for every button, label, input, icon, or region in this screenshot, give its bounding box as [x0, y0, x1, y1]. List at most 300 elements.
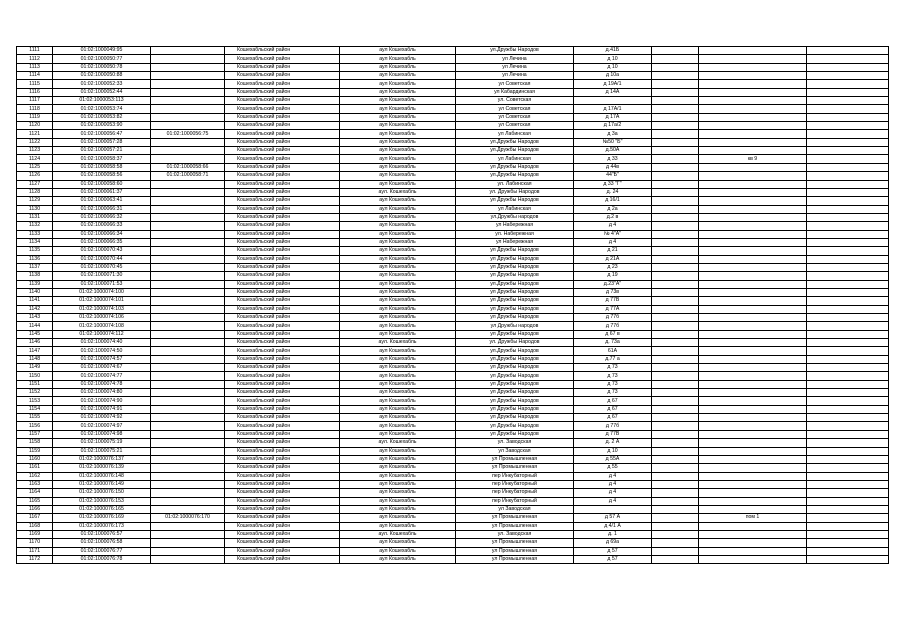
table-row [17, 272, 889, 280]
register-sheet [16, 46, 889, 564]
district-cell: Кошехабльский район [225, 339, 340, 347]
house-cell [574, 97, 652, 105]
street-cell: ул Заводская [456, 505, 574, 513]
linked-cadastral-number-cell [151, 263, 225, 271]
note-cell [807, 105, 889, 113]
building-cell [652, 238, 699, 246]
note-cell [807, 430, 889, 438]
settlement-cell: аул Кошехабль [340, 138, 456, 146]
linked-cadastral-number-cell [151, 238, 225, 246]
building-cell [652, 380, 699, 388]
settlement-cell: аул Кошехабль [340, 522, 456, 530]
cadastral-number-cell: 01:02:1000074:97 [53, 422, 151, 430]
house-cell: д 10 [574, 63, 652, 71]
district-cell: Кошехабльский район [225, 364, 340, 372]
table-row [17, 88, 889, 96]
table-row [17, 355, 889, 363]
house-cell: д.41Б [574, 47, 652, 55]
house-cell: д 21А [574, 255, 652, 263]
note-cell [807, 47, 889, 55]
street-cell: ул Набережная [456, 238, 574, 246]
building-cell [652, 197, 699, 205]
note-cell [807, 180, 889, 188]
district-cell: Кошехабльский район [225, 247, 340, 255]
table-row [17, 522, 889, 530]
apartment-cell [699, 288, 807, 296]
building-cell [652, 105, 699, 113]
district-cell: Кошехабльский район [225, 514, 340, 522]
apartment-cell [699, 322, 807, 330]
building-cell [652, 213, 699, 221]
cadastral-number-cell: 01:02:1000076:58 [53, 539, 151, 547]
linked-cadastral-number-cell [151, 247, 225, 255]
note-cell [807, 80, 889, 88]
row-number-cell: 1126 [17, 172, 53, 180]
apartment-cell [699, 238, 807, 246]
settlement-cell: аул Кошехабль [340, 380, 456, 388]
note-cell [807, 172, 889, 180]
house-cell: д 17А/1 [574, 105, 652, 113]
house-cell: № 4"А" [574, 230, 652, 238]
table-row [17, 472, 889, 480]
apartment-cell [699, 72, 807, 80]
linked-cadastral-number-cell [151, 113, 225, 121]
linked-cadastral-number-cell [151, 55, 225, 63]
linked-cadastral-number-cell [151, 372, 225, 380]
linked-cadastral-number-cell [151, 539, 225, 547]
building-cell [652, 439, 699, 447]
row-number-cell: 1116 [17, 88, 53, 96]
district-cell: Кошехабльский район [225, 130, 340, 138]
street-cell: ул Лабинская [456, 205, 574, 213]
linked-cadastral-number-cell [151, 405, 225, 413]
settlement-cell: аул Кошехабль [340, 180, 456, 188]
street-cell: ул Дружбы Народов [456, 163, 574, 171]
street-cell: ул. Заводская [456, 439, 574, 447]
apartment-cell [699, 172, 807, 180]
district-cell: Кошехабльский район [225, 47, 340, 55]
table-row [17, 389, 889, 397]
apartment-cell [699, 97, 807, 105]
cadastral-number-cell: 01:02:1000058:58 [53, 163, 151, 171]
row-number-cell: 1170 [17, 539, 53, 547]
district-cell: Кошехабльский район [225, 188, 340, 196]
house-cell: д 16/1 [574, 197, 652, 205]
linked-cadastral-number-cell [151, 522, 225, 530]
house-cell: д 10 [574, 447, 652, 455]
district-cell: Кошехабльский район [225, 288, 340, 296]
house-cell: д 57 [574, 555, 652, 563]
street-cell: ул Дружбы Народов [456, 330, 574, 338]
apartment-cell [699, 355, 807, 363]
district-cell: Кошехабльский район [225, 397, 340, 405]
building-cell [652, 480, 699, 488]
settlement-cell: аул Кошехабль [340, 72, 456, 80]
linked-cadastral-number-cell [151, 439, 225, 447]
linked-cadastral-number-cell [151, 480, 225, 488]
note-cell [807, 497, 889, 505]
district-cell: Кошехабльский район [225, 455, 340, 463]
settlement-cell: аул Кошехабль [340, 172, 456, 180]
building-cell [652, 405, 699, 413]
settlement-cell: аул Кошехабль [340, 130, 456, 138]
apartment-cell [699, 364, 807, 372]
district-cell: Кошехабльский район [225, 272, 340, 280]
settlement-cell: аул Кошехабль [340, 555, 456, 563]
row-number-cell: 1161 [17, 464, 53, 472]
linked-cadastral-number-cell: 01:02:1000076:170 [151, 514, 225, 522]
apartment-cell [699, 263, 807, 271]
linked-cadastral-number-cell [151, 72, 225, 80]
note-cell [807, 238, 889, 246]
row-number-cell: 1166 [17, 505, 53, 513]
note-cell [807, 155, 889, 163]
row-number-cell: 1150 [17, 372, 53, 380]
note-cell [807, 314, 889, 322]
building-cell [652, 172, 699, 180]
building-cell [652, 255, 699, 263]
address-register-table [16, 46, 889, 564]
building-cell [652, 364, 699, 372]
street-cell: ул Дружбы Народов [456, 272, 574, 280]
note-cell [807, 422, 889, 430]
linked-cadastral-number-cell [151, 63, 225, 71]
apartment-cell [699, 439, 807, 447]
street-cell: ул Заводская [456, 447, 574, 455]
building-cell [652, 138, 699, 146]
street-cell: ул Промышленная [456, 514, 574, 522]
building-cell [652, 397, 699, 405]
street-cell: ул Дружбы Народов [456, 414, 574, 422]
district-cell: Кошехабльский район [225, 547, 340, 555]
district-cell: Кошехабльский район [225, 63, 340, 71]
house-cell: д 44в [574, 163, 652, 171]
cadastral-number-cell: 01:02:1000076:153 [53, 497, 151, 505]
street-cell: ул Дружбы Народов [456, 389, 574, 397]
district-cell: Кошехабльский район [225, 55, 340, 63]
house-cell: д 67 [574, 405, 652, 413]
linked-cadastral-number-cell [151, 414, 225, 422]
street-cell: ул Набережная [456, 222, 574, 230]
street-cell: ул Промышленная [456, 522, 574, 530]
table-row [17, 280, 889, 288]
cadastral-number-cell: 01:02:1000066:33 [53, 222, 151, 230]
cadastral-number-cell: 01:02:1000074:100 [53, 288, 151, 296]
apartment-cell [699, 430, 807, 438]
cadastral-number-cell: 01:02:1000066:35 [53, 238, 151, 246]
row-number-cell: 1156 [17, 422, 53, 430]
cadastral-number-cell: 01:02:1000066:31 [53, 205, 151, 213]
row-number-cell: 1136 [17, 255, 53, 263]
district-cell: Кошехабльский район [225, 205, 340, 213]
row-number-cell: 1143 [17, 314, 53, 322]
apartment-cell [699, 297, 807, 305]
table-row [17, 314, 889, 322]
table-row [17, 530, 889, 538]
table-row [17, 197, 889, 205]
row-number-cell: 1171 [17, 547, 53, 555]
cadastral-number-cell: 01:02:1000074:98 [53, 430, 151, 438]
apartment-cell [699, 372, 807, 380]
row-number-cell: 1169 [17, 530, 53, 538]
note-cell [807, 88, 889, 96]
note-cell [807, 330, 889, 338]
street-cell: ул Дружбы Народов [456, 405, 574, 413]
cadastral-number-cell: 01:02:1000076:148 [53, 472, 151, 480]
settlement-cell: аул Кошехабль [340, 397, 456, 405]
cadastral-number-cell: 01:02:1000066:34 [53, 230, 151, 238]
cadastral-number-cell: 01:02:1000074:106 [53, 314, 151, 322]
linked-cadastral-number-cell [151, 355, 225, 363]
street-cell: ул Дружбы Народов [456, 364, 574, 372]
table-row [17, 330, 889, 338]
settlement-cell: аул. Кошехабль [340, 530, 456, 538]
cadastral-number-cell: 01:02:1000074:103 [53, 305, 151, 313]
building-cell [652, 80, 699, 88]
settlement-cell: аул Кошехабль [340, 464, 456, 472]
note-cell [807, 364, 889, 372]
note-cell [807, 455, 889, 463]
apartment-cell [699, 389, 807, 397]
table-row [17, 213, 889, 221]
note-cell [807, 530, 889, 538]
house-cell: д 21 [574, 247, 652, 255]
house-cell: д 4 [574, 497, 652, 505]
row-number-cell: 1154 [17, 405, 53, 413]
note-cell [807, 489, 889, 497]
row-number-cell: 1113 [17, 63, 53, 71]
row-number-cell: 1128 [17, 188, 53, 196]
linked-cadastral-number-cell [151, 280, 225, 288]
house-cell: д 73 [574, 364, 652, 372]
house-cell: д 23 [574, 263, 652, 271]
settlement-cell: аул Кошехабль [340, 405, 456, 413]
note-cell [807, 339, 889, 347]
district-cell: Кошехабльский район [225, 430, 340, 438]
note-cell [807, 113, 889, 121]
settlement-cell: аул Кошехабль [340, 155, 456, 163]
linked-cadastral-number-cell [151, 347, 225, 355]
cadastral-number-cell: 01:02:1000076:173 [53, 522, 151, 530]
district-cell: Кошехабльский район [225, 314, 340, 322]
street-cell: ул Лабинская [456, 130, 574, 138]
note-cell [807, 297, 889, 305]
linked-cadastral-number-cell [151, 197, 225, 205]
table-row [17, 80, 889, 88]
house-cell: д 55А [574, 455, 652, 463]
house-cell: д 73 [574, 372, 652, 380]
cadastral-number-cell: 01:02:1000076:57 [53, 530, 151, 538]
apartment-cell [699, 314, 807, 322]
apartment-cell [699, 405, 807, 413]
apartment-cell [699, 138, 807, 146]
apartment-cell [699, 380, 807, 388]
house-cell: д 17А [574, 113, 652, 121]
settlement-cell: аул Кошехабль [340, 314, 456, 322]
linked-cadastral-number-cell [151, 547, 225, 555]
settlement-cell: аул Кошехабль [340, 80, 456, 88]
building-cell [652, 514, 699, 522]
street-cell: ул.Дружбы Народов [456, 147, 574, 155]
table-row [17, 288, 889, 296]
house-cell [574, 505, 652, 513]
building-cell [652, 539, 699, 547]
linked-cadastral-number-cell [151, 397, 225, 405]
street-cell: ул.Дружбы Народов [456, 347, 574, 355]
apartment-cell [699, 447, 807, 455]
table-row [17, 464, 889, 472]
row-number-cell: 1149 [17, 364, 53, 372]
row-number-cell: 1158 [17, 439, 53, 447]
district-cell: Кошехабльский район [225, 97, 340, 105]
settlement-cell: аул Кошехабль [340, 497, 456, 505]
table-row [17, 163, 889, 171]
house-cell: д 55 [574, 464, 652, 472]
settlement-cell: аул Кошехабль [340, 63, 456, 71]
row-number-cell: 1148 [17, 355, 53, 363]
linked-cadastral-number-cell [151, 205, 225, 213]
table-row [17, 113, 889, 121]
cadastral-number-cell: 01:02:1000070:43 [53, 247, 151, 255]
building-cell [652, 522, 699, 530]
cadastral-number-cell: 01:02:1000058:37 [53, 155, 151, 163]
settlement-cell: аул Кошехабль [340, 113, 456, 121]
district-cell: Кошехабльский район [225, 555, 340, 563]
row-number-cell: 1160 [17, 455, 53, 463]
note-cell [807, 397, 889, 405]
apartment-cell [699, 55, 807, 63]
table-row [17, 305, 889, 313]
district-cell: Кошехабльский район [225, 347, 340, 355]
apartment-cell [699, 230, 807, 238]
row-number-cell: 1165 [17, 497, 53, 505]
district-cell: Кошехабльский район [225, 222, 340, 230]
linked-cadastral-number-cell [151, 330, 225, 338]
house-cell: д 77б [574, 314, 652, 322]
note-cell [807, 447, 889, 455]
street-cell: ул.Дружбы Народов [456, 280, 574, 288]
cadastral-number-cell: 01:02:1000050:78 [53, 63, 151, 71]
apartment-cell [699, 130, 807, 138]
linked-cadastral-number-cell [151, 380, 225, 388]
district-cell: Кошехабльский район [225, 113, 340, 121]
street-cell: ул Дружбы Народов [456, 372, 574, 380]
row-number-cell: 1155 [17, 414, 53, 422]
note-cell [807, 122, 889, 130]
building-cell [652, 63, 699, 71]
table-row [17, 172, 889, 180]
house-cell: №50 "Б" [574, 138, 652, 146]
district-cell: Кошехабльский район [225, 88, 340, 96]
cadastral-number-cell: 01:02:1000074:108 [53, 322, 151, 330]
street-cell: ул Лечина [456, 55, 574, 63]
note-cell [807, 205, 889, 213]
street-cell: пер Инкубаторный [456, 480, 574, 488]
cadastral-number-cell: 01:02:1000074:91 [53, 405, 151, 413]
table-row [17, 372, 889, 380]
settlement-cell: аул Кошехабль [340, 222, 456, 230]
row-number-cell: 1159 [17, 447, 53, 455]
district-cell: Кошехабльский район [225, 297, 340, 305]
settlement-cell: аул Кошехабль [340, 422, 456, 430]
building-cell [652, 414, 699, 422]
apartment-cell [699, 397, 807, 405]
table-row [17, 405, 889, 413]
street-cell: ул Лечина [456, 63, 574, 71]
table-row [17, 414, 889, 422]
house-cell: д. 1 [574, 530, 652, 538]
row-number-cell: 1146 [17, 339, 53, 347]
note-cell [807, 197, 889, 205]
table-row [17, 397, 889, 405]
building-cell [652, 88, 699, 96]
cadastral-number-cell: 01:02:1000057:21 [53, 147, 151, 155]
house-cell: д 77А [574, 305, 652, 313]
settlement-cell: аул Кошехабль [340, 263, 456, 271]
district-cell: Кошехабльский район [225, 322, 340, 330]
settlement-cell: аул Кошехабль [340, 330, 456, 338]
linked-cadastral-number-cell [151, 530, 225, 538]
building-cell [652, 247, 699, 255]
street-cell: ул. Дружбы Народов [456, 339, 574, 347]
apartment-cell: кв 9 [699, 155, 807, 163]
building-cell [652, 305, 699, 313]
table-row [17, 297, 889, 305]
note-cell [807, 464, 889, 472]
linked-cadastral-number-cell [151, 122, 225, 130]
note-cell [807, 97, 889, 105]
settlement-cell: аул Кошехабль [340, 147, 456, 155]
cadastral-number-cell: 01:02:1000061:37 [53, 188, 151, 196]
cadastral-number-cell: 01:02:1000058:56 [53, 172, 151, 180]
building-cell [652, 447, 699, 455]
settlement-cell: аул Кошехабль [340, 255, 456, 263]
note-cell [807, 72, 889, 80]
district-cell: Кошехабльский район [225, 105, 340, 113]
linked-cadastral-number-cell [151, 497, 225, 505]
building-cell [652, 339, 699, 347]
apartment-cell [699, 222, 807, 230]
building-cell [652, 155, 699, 163]
building-cell [652, 314, 699, 322]
cadastral-number-cell: 01:02:1000075:21 [53, 447, 151, 455]
note-cell [807, 522, 889, 530]
house-cell: д. 2 А [574, 439, 652, 447]
table-row [17, 255, 889, 263]
note-cell [807, 389, 889, 397]
cadastral-number-cell: 01:02:1000074:78 [53, 380, 151, 388]
street-cell: ул Дружбы Народов [456, 430, 574, 438]
table-row [17, 422, 889, 430]
note-cell [807, 263, 889, 271]
row-number-cell: 1127 [17, 180, 53, 188]
table-row [17, 380, 889, 388]
cadastral-number-cell: 01:02:1000063:41 [53, 197, 151, 205]
apartment-cell [699, 489, 807, 497]
cadastral-number-cell: 01:02:1000075:19 [53, 439, 151, 447]
building-cell [652, 47, 699, 55]
row-number-cell: 1145 [17, 330, 53, 338]
note-cell [807, 414, 889, 422]
settlement-cell: аул Кошехабль [340, 47, 456, 55]
row-number-cell: 1142 [17, 305, 53, 313]
settlement-cell: аул Кошехабль [340, 280, 456, 288]
row-number-cell: 1152 [17, 389, 53, 397]
row-number-cell: 1131 [17, 213, 53, 221]
linked-cadastral-number-cell [151, 80, 225, 88]
building-cell [652, 355, 699, 363]
building-cell [652, 230, 699, 238]
